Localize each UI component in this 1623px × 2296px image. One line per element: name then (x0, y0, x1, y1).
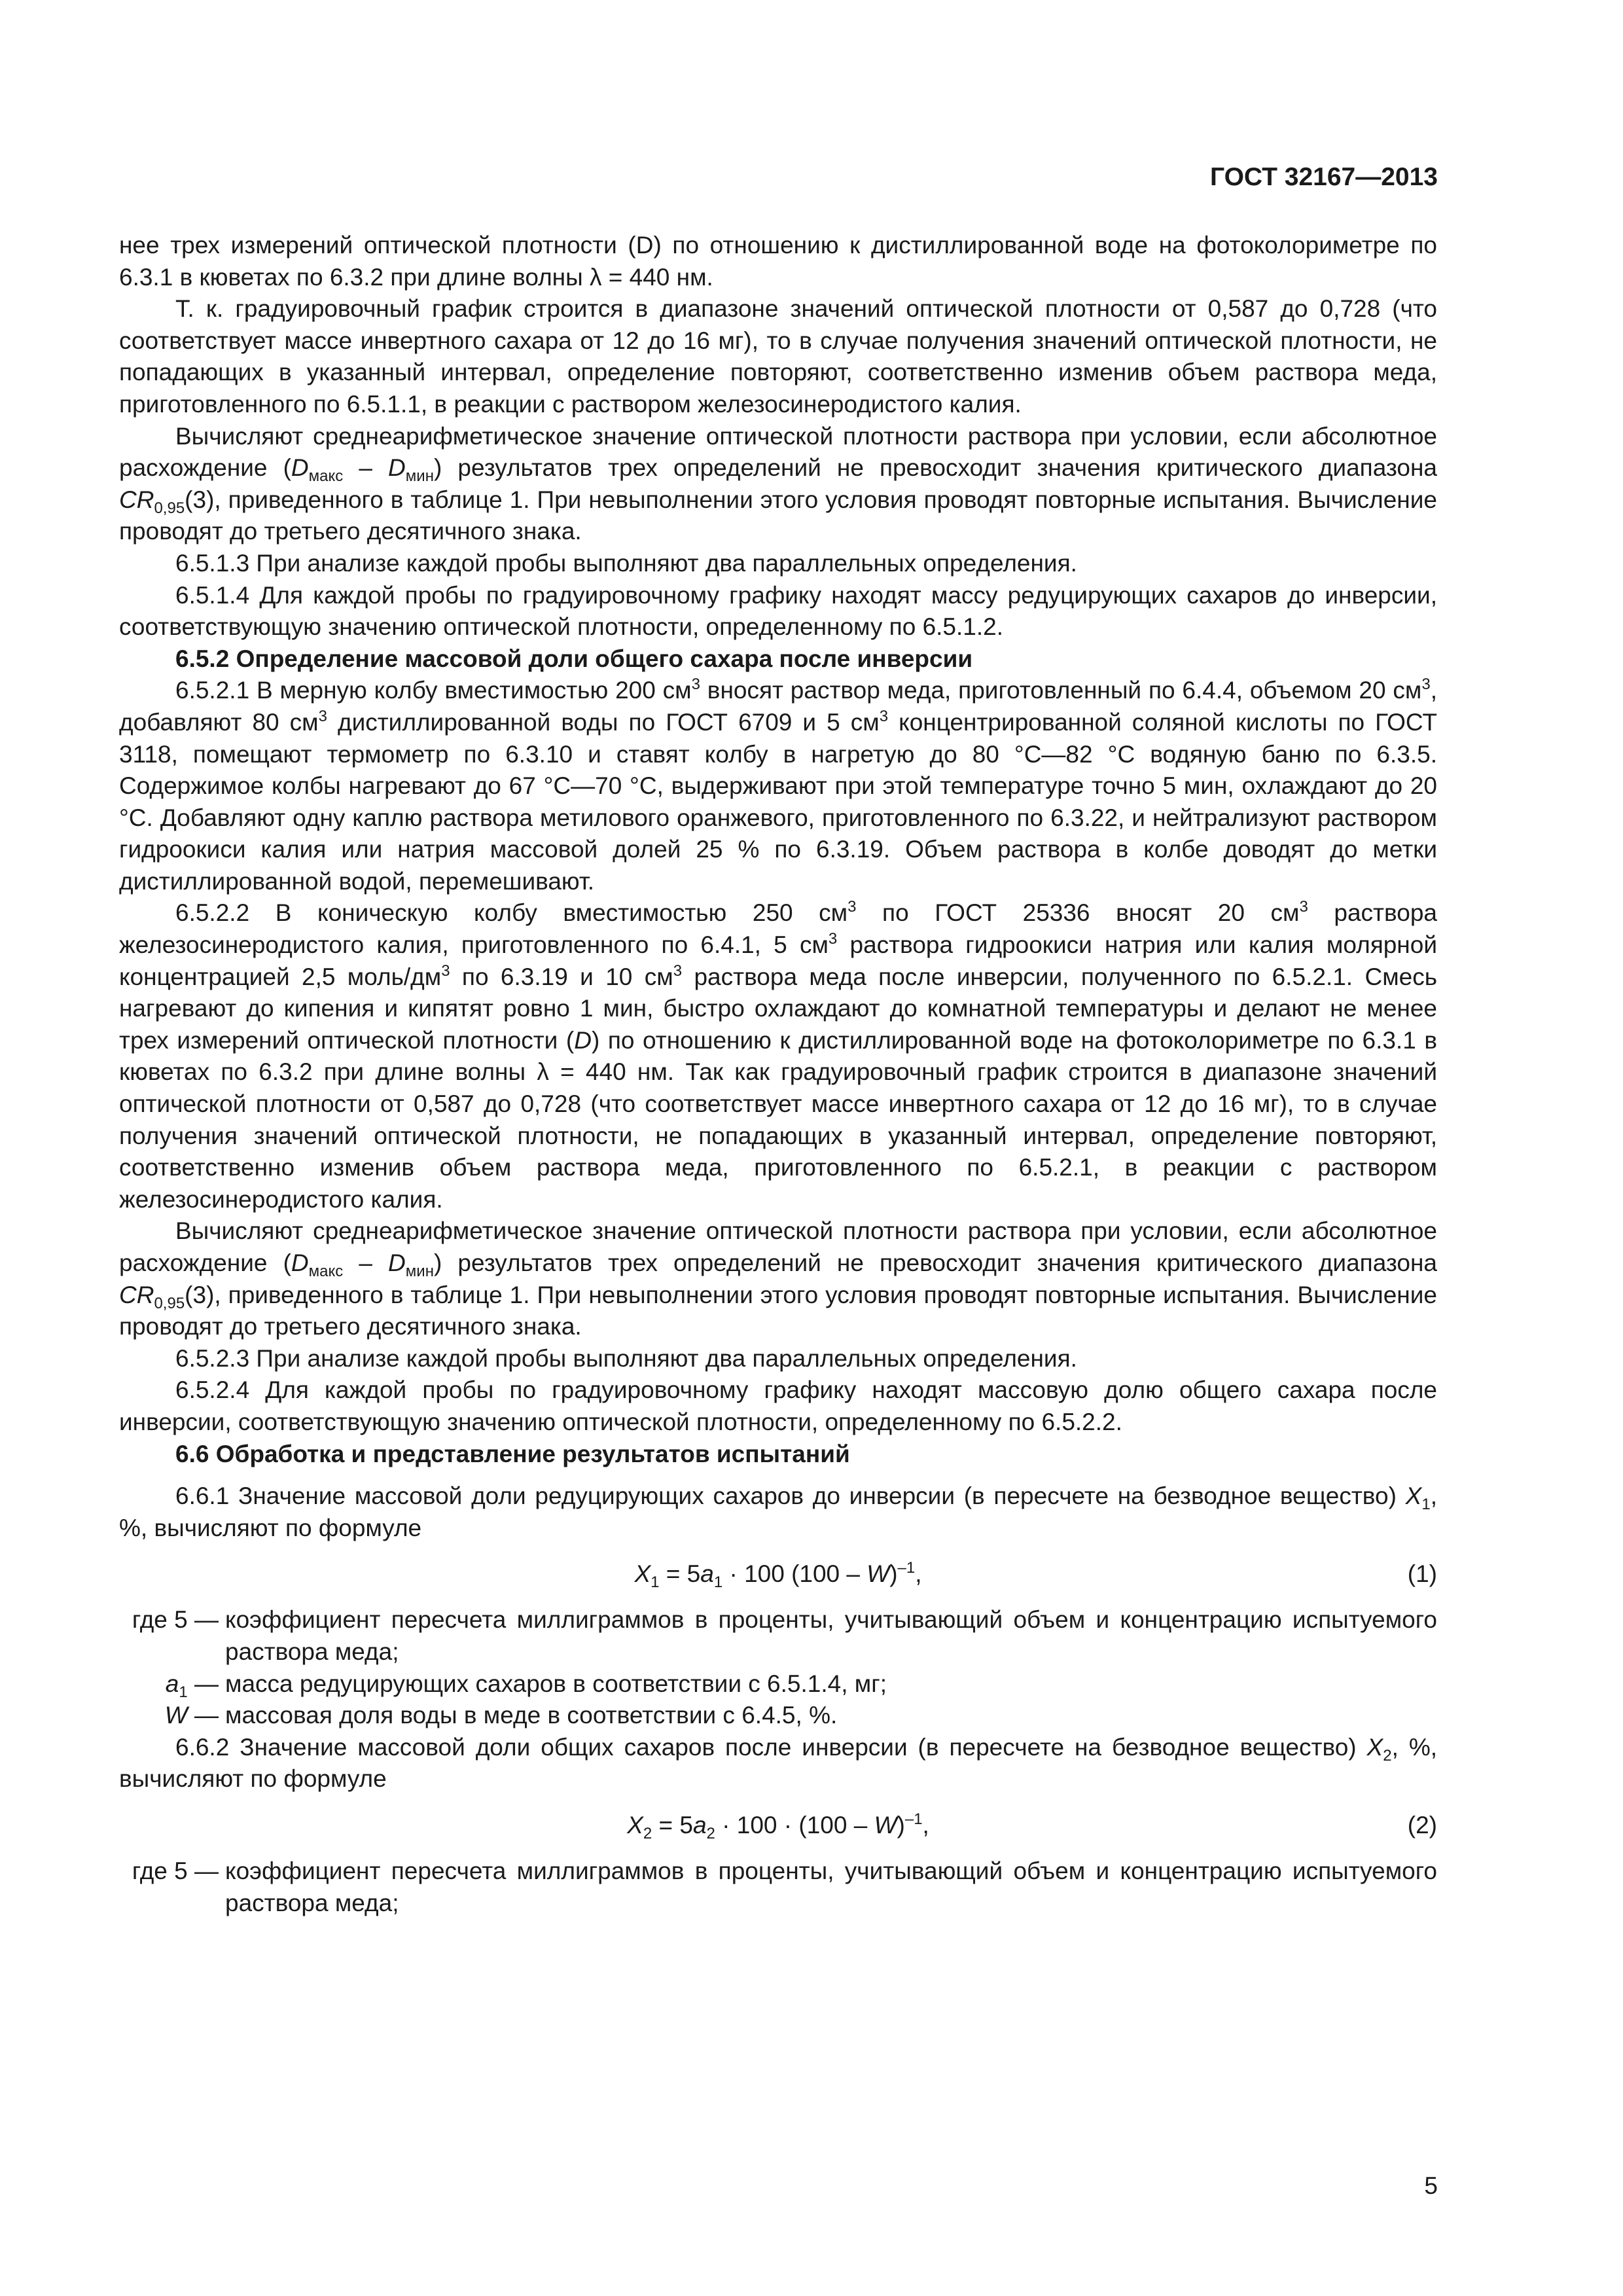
formula-2 (119, 1795, 1437, 1856)
paragraph-calibration-range: Т. к. градуировочный график строится в диапазоне значений оптической плотности от 0,587 до 0,728 (что соответствует массе инвертного сахара от 12 до 16 мг), то в случае получения значений оптической плотности, не попадающих в указанный интервал, определение повторяют, соответственно изменив объем раствора меда, приготовленного по 6.5.1.1, в реакции с раствором железосинеродистого калия. (119, 295, 1437, 418)
formula-1-legend (119, 1604, 1437, 1731)
clause-6-5-2-2: 6.5.2.2 В коническую колбу вместимостью 250 $см^3$ по ГОСТ 25336 вносят 20 $см^3$ раствора железосинеродистого калия, приготовленного по 6.4.1, 5 $см^3$ раствора гидроокиси натрия или калия молярной концентрацией 2,5 моль/$дм^3$ по 6.3.19 и 10 $см^3$ раствора меда после инверсии, полученного по 6.5.2.1. Смесь нагревают до кипения и кипятят ровно 1 мин, быстро охлаждают до комнатной температуры и делают не менее трех измерений оптической плотности (D) по отношению к дистиллированной воде на фотоколориметре по 6.3.1 в кюветах по 6.3.2 при длине волны λ = 440 нм. Так как градуировочный график строится в диапазоне значений оптической плотности от 0,587 до 0,728 (что соответствует массе инвертного сахара от 12 до 16 мг), то в случае получения значений оптической плотности, не попадающих в указанный интервал, определение повторяют, соответственно изменив объем раствора меда, приготовленного по 6.5.2.1, в реакции с раствором железосинеродистого калия. (119, 898, 1438, 1213)
formula-1-expression: $X_1 = 5a_1 \cdot 100$ (100 – W)$^{-1}$, (634, 1559, 922, 1592)
paragraph-mean-calculation-2: Вычисляют среднеарифметическое значение оптической плотности раствора при условии, если абсолютное расхождение $(D_{макс} - D_{мин})$ результатов трех определений не превосходит значения критического диапазона $CR_{0,95}(3)$, приведенного в таблице 1. При невыполнении этого условия проводят повторные испытания. Вычисление проводят до третьего десятичного знака. (119, 1217, 1437, 1340)
clause-6-5-1-3: 6.5.1.3 При анализе каждой пробы выполняют два параллельных определения. (175, 549, 1077, 577)
paragraph-continuation: нее трех измерений оптической плотности (D) по отношению к дистиллированной воде на фотоколориметре по 6.3.1 в кюветах по 6.3.2 при длине волны λ = 440 нм. (119, 232, 1437, 291)
formula-1-number: (1) (1407, 1560, 1437, 1588)
section-heading-6-5-2: 6.5.2 Определение массовой доли общего сахара после инверсии (175, 645, 973, 672)
formula-2-expression: $X_2 = 5a_2 \cdot 100 \cdot (100 - W)^{-1}$, (627, 1810, 929, 1842)
formula-2-legend (119, 1856, 1437, 1919)
legend-definition: коэффициент пересчета миллиграммов в проценты, учитывающий объем и концентрацию испытуемого раствора меда; (225, 1606, 1437, 1665)
legend-term: W — (164, 1702, 219, 1729)
legend-definition: коэффициент пересчета миллиграммов в проценты, учитывающий объем и концентрацию испытуемого раствора меда; (225, 1857, 1437, 1916)
clause-6-5-1-4: 6.5.1.4 Для каждой пробы по градуировочному графику находят массу редуцирующих сахаров до инверсии, соответствующую значению оптической плотности, определенному по 6.5.1.2. (119, 581, 1437, 641)
clause-6-5-2-3: 6.5.2.3 При анализе каждой пробы выполняют два параллельных определения. (175, 1344, 1077, 1372)
document-designation: ГОСТ 32167—2013 (1210, 163, 1438, 191)
formula-1 (119, 1544, 1437, 1604)
paragraph-mean-calculation-1: Вычисляют среднеарифметическое значение оптической плотности раствора при условии, если абсолютное расхождение $(D_{макс} - D_{мин})$ результатов трех определений не превосходит значения критического диапазона $CR_{0,95}(3)$, приведенного в таблице 1. При невыполнении этого условия проводят повторные испытания. Вычисление проводят до третьего десятичного знака. (119, 422, 1437, 545)
clause-6-6-1: 6.6.1 Значение массовой доли редуцирующих сахаров до инверсии (в пересчете на безводное вещество) $X_1$, %, вычисляют по формуле (119, 1482, 1437, 1541)
formula-2-number: (2) (1407, 1811, 1437, 1839)
page-number: 5 (1424, 2172, 1438, 2199)
section-heading-6-6: 6.6 Обработка и представление результатов испытаний (175, 1440, 850, 1467)
clause-6-5-2-1: 6.5.2.1 В мерную колбу вместимостью 200 $см^3$ вносят раствор меда, приготовленный по 6.4.4, объемом 20 $см^3$, добавляют 80 $см^3$ дистиллированной воды по ГОСТ 6709 и 5 $см^3$ концентрированной соляной кислоты по ГОСТ 3118, помещают термометр по 6.3.10 и ставят колбу в нагретую до 80 °С—82 °С водяную баню по 6.3.5. Содержимое колбы нагревают до 67 °С—70 °С, выдерживают при этой температуре точно 5 мин, охлаждают до 20 °С. Добавляют одну каплю раствора метилового оранжевого, приготовленного по 6.3.22, и нейтрализуют раствором гидроокиси калия или натрия массовой долей 25 % по 6.3.19. Объем раствора в колбе доводят до метки дистиллированной водой, перемешивают. (119, 675, 1438, 895)
clause-6-5-2-4: 6.5.2.4 Для каждой пробы по градуировочному графику находят массовую долю общего сахара после инверсии, соответствующую значению оптической плотности, определенному по 6.5.2.2. (119, 1376, 1437, 1435)
legend-definition: масса редуцирующих сахаров в соответствии с 6.5.1.4, мг; (225, 1670, 887, 1697)
legend-term: где 5 — (132, 1606, 219, 1634)
document-body (119, 230, 1437, 1919)
legend-definition: массовая доля воды в меде в соответствии с 6.4.5, %. (225, 1702, 838, 1729)
legend-term: $a_1$ — (165, 1670, 219, 1701)
clause-6-6-2: 6.6.2 Значение массовой доли общих сахаров после инверсии (в пересчете на безводное вещество) $X_2$, %, вычисляют по формуле (119, 1733, 1437, 1793)
legend-term: где 5 — (132, 1857, 219, 1884)
